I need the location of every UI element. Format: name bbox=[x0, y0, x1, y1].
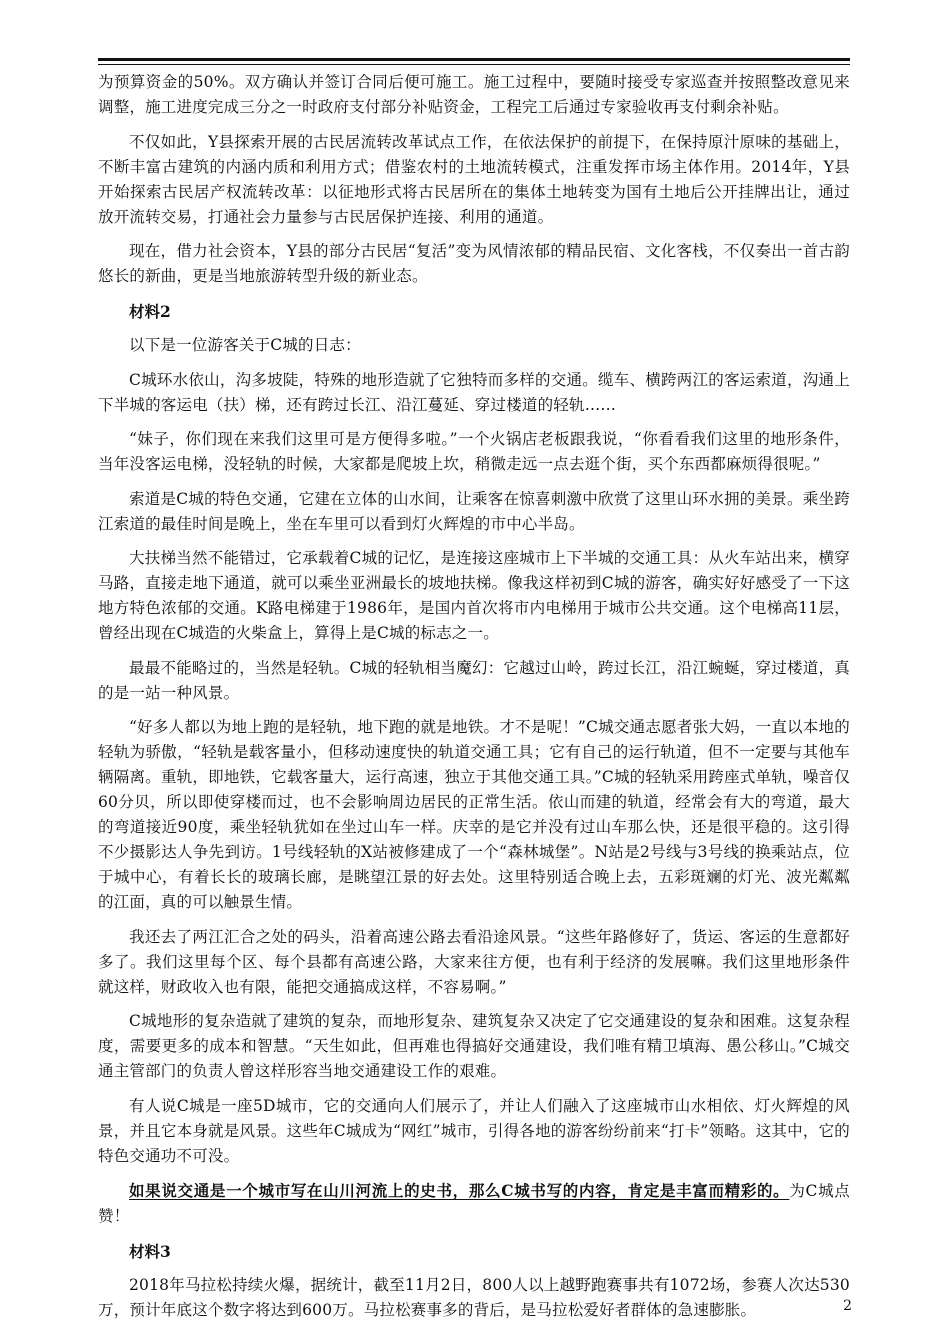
paragraph-terrain-transport: C城环水依山，沟多坡陡，特殊的地形造就了它独特而多样的交通。缆车、横跨两江的客运索道，沟通上下半城的客运电（扶）梯，还有跨过长江、沿江蔓延、穿过楼道的轻轨…… bbox=[98, 370, 850, 414]
header-rule bbox=[98, 58, 850, 61]
section-heading-material-2: 材料2 bbox=[129, 301, 171, 321]
page-number: 2 bbox=[843, 1298, 852, 1314]
paragraph-budget: 为预算资金的50%。双方确认并签订合同后便可施工。施工过程中，要随时接受专家巡查并按照整改意见来调整，施工进度完成三分之一时政府支付部分补贴资金，工程完工后通过专家验收再支付剩余补贴。 bbox=[98, 73, 850, 116]
paragraph-diary-intro: 以下是一位游客关于C城的日志： bbox=[129, 336, 361, 354]
paragraph-5d-city: 有人说C城是一座5D城市，它的交通向人们展示了，并让人们融入了这座城市山水相依、灯火辉煌的风景，并且它本身就是风景。这些年C城成为“网红”城市，引得各地的游客纷纷前来“打卡”领略。这其中，它的特色交通功不可没。 bbox=[98, 1096, 850, 1165]
paragraph-volunteer: “好多人都以为地上跑的是轻轨，地下跑的就是地铁。才不是呢！”C城交通志愿者张大妈，一直以本地的轻轨为骄傲，“轻轨是载客量小，但移动速度快的轨道交通工具；它有自己的运行轨道，但不一定要与其他车辆隔离。重轨，即地铁，它载客量大，运行高速，独立于其他交通工具。”C城的轻轨采用跨座式单轨，噪音仅60分贝，所以即使穿楼而过，也不会影响周边居民的正常生活。依山而建的轨道，经常会有大的弯道，最大的弯道接近90度，乘坐轻轨犹如在坐过山车一样。庆幸的是它并没有过山车那么快，还是很平稳的。这引得不少摄影达人争先到访。1号线轻轨的X站被修建成了一个“森林城堡”。N站是2号线与3号线的换乘站点，位于城中心，有着长长的玻璃长廊，是眺望江景的好去处。这里特别适合晚上去，五彩斑斓的灯光、波光粼粼的江面，真的可以触景生情。 bbox=[98, 718, 850, 911]
section-heading-material-3: 材料3 bbox=[129, 1241, 171, 1261]
paragraph-escalator: 大扶梯当然不能错过，它承载着C城的记忆，是连接这座城市上下半城的交通工具：从火车站出来，横穿马路，直接走地下通道，就可以乘坐亚洲最长的坡地扶梯。像我这样初到C城的游客，确实好好感受了一下这地方特色浓郁的交通。K路电梯建于1986年，是国内首次将市内电梯用于城市公共交通。这个电梯高11层，曾经出现在C城造的火柴盒上，算得上是C城的标志之一。 bbox=[98, 549, 850, 642]
paragraph-social-capital: 现在，借力社会资本，Y县的部分古民居“复活”变为风情浓郁的精品民宿、文化客栈，不仅奏出一首古韵悠长的新曲，更是当地旅游转型升级的新业态。 bbox=[98, 242, 850, 285]
underlined-sentence: 如果说交通是一个城市写在山川河流上的史书，那么C城书写的内容，肯定是丰富而精彩的。 bbox=[129, 1181, 790, 1200]
document-body bbox=[98, 70, 850, 1333]
header-rule-thin bbox=[98, 64, 850, 65]
conclusion-tail: 为C城点赞！ bbox=[98, 1182, 850, 1225]
paragraph-reform-trial: 不仅如此，Y县探索开展的古民居流转改革试点工作，在依法保护的前提下，在保持原汁原味的基础上，不断丰富古建筑的内涵内质和利用方式；借鉴农村的土地流转模式，注重发挥市场主体作用。2014年，Y县开始探索古民居产权流转改革：以征地形式将古民居所在的集体土地转变为国有土地后公开挂牌出让，通过放开流转交易，打通社会力量参与古民居保护连接、利用的通道。 bbox=[98, 132, 850, 226]
paragraph-hotpot-owner: “妹子，你们现在来我们这里可是方便得多啦。”一个火锅店老板跟我说，“你看看我们这里的地形条件，当年没客运电梯，没轻轨的时候，大家都是爬坡上坎，稍微走远一点去逛个街，买个东西都麻烦得很呢。” bbox=[98, 430, 850, 473]
paragraph-cableway: 索道是C城的特色交通，它建在立体的山水间，让乘客在惊喜刺激中欣赏了这里山环水拥的美景。乘坐跨江索道的最佳时间是晚上，坐在车里可以看到灯火辉煌的市中心半岛。 bbox=[98, 489, 850, 533]
paragraph-conclusion bbox=[98, 1178, 850, 1229]
paragraph-highway: 我还去了两江汇合之处的码头，沿着高速公路去看沿途风景。“这些年路修好了，货运、客运的生意都好多了。我们这里每个区、每个县都有高速公路，大家来往方便，也有利于经济的发展嘛。我们这里地形条件就这样，财政收入也有限，能把交通搞成这样，不容易啊。” bbox=[98, 927, 850, 996]
paragraph-complexity: C城地形的复杂造就了建筑的复杂，而地形复杂、建筑复杂又决定了它交通建设的复杂和困难。这复杂程度，需要更多的成本和智慧。“天生如此，但再难也得搞好交通建设，我们唯有精卫填海、愚公移山。”C城交通主管部门的负责人曾这样形容当地交通建设工作的艰难。 bbox=[98, 1012, 850, 1080]
paragraph-marathon: 2018年马拉松持续火爆，据统计，截至11月2日，800人以上越野跑赛事共有1072场，参赛人次达530万，预计年底这个数字将达到600万。马拉松赛事多的背后，是马拉松爱好者群体的急速膨胀。 bbox=[98, 1276, 850, 1319]
paragraph-light-rail: 最最不能略过的，当然是轻轨。C城的轻轨相当魔幻：它越过山岭，跨过长江，沿江蜿蜒，穿过楼道，真的是一站一种风景。 bbox=[98, 658, 850, 702]
